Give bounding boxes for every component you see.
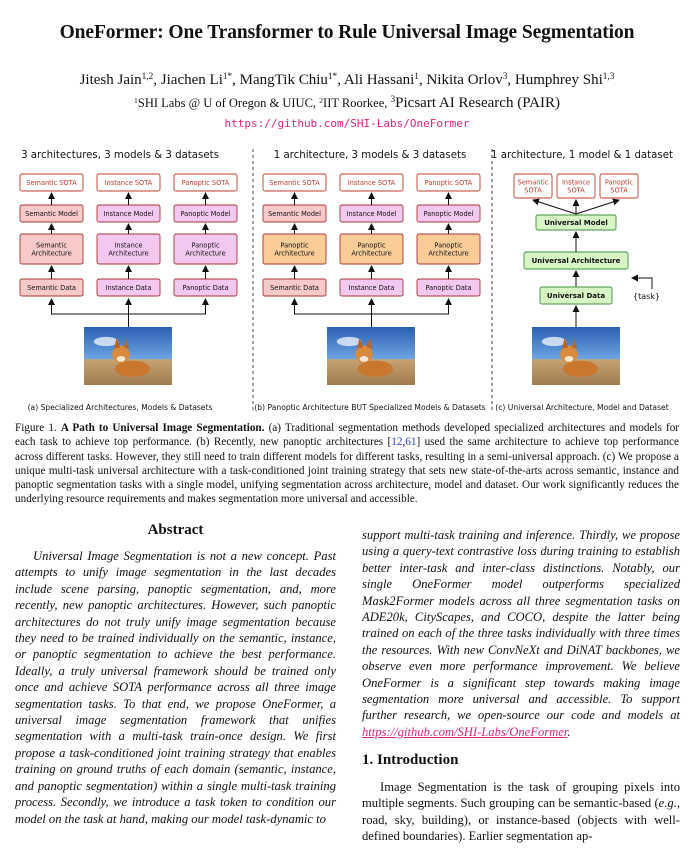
panel-c-task-arrow [632,278,652,289]
panel-b-architecture-label: Architecture [274,249,315,258]
panel-a-sota-label: Panoptic SOTA [181,178,230,187]
panel-a-data-label: Semantic Data [27,283,76,292]
caption-comma: , [402,436,406,449]
panel-a-architecture-label: Panoptic [191,241,220,250]
affil-2: IIT Roorkee, [323,96,391,110]
panel-b-architecture-label: Panoptic [434,241,463,250]
intro-eg: e.g. [658,796,677,811]
citation-12[interactable]: 12 [391,436,403,449]
panel-b-sota-label: Panoptic SOTA [424,178,473,187]
panel-c-task-token: {task} [633,292,661,301]
panel-a-fanout-arrow [52,299,129,327]
panel-b-fanout-arrow [372,299,449,327]
abstract-body: Universal Image Segmentation is not a new concept. Past attempts to unify image segmentation in the last decades include scene parsing, panoptic segmentation, and, more recently, new panoptic architectures. However, such panoptic architectures do not truly unify image segmentation because they need to be trained individually on the semantic, instance, or panoptic segmentation to achieve the best performance. Ideally, a truly universal framework should be trained only once and achieve SOTA performance across all three image segmentation tasks. To that end, we propose OneFormer, a universal image segmentation framework that unifies segmentation with a multi-task train-once design. We first propose a task-conditioned joint training strategy that enables training on ground truths of each domain (semantic, instance, and panoptic segmentation) within a single multi-task training process. Secondly, we introduce a task token to condition our model on the task at hand, making our model task-dynamic to [15,549,336,826]
panel-b-heading: 1 architecture, 3 models & 3 datasets [273,150,467,161]
panel-a-fanout-arrow [129,299,206,327]
panel-b-cloud [337,337,362,346]
author-list: Jitesh Jain$^{1,2}$, Jiachen $Li^{1*}$, MangTik Chiu$^{1*}$, Ali Hassani$^1$, Nikita Orlov$^3$, Humphrey Shi$^{1,3}$ [79,71,615,88]
panel-c-arrow [533,200,576,214]
panel-c-sota-label: Panoptic [604,178,634,187]
introduction-heading: 1. Introduction [362,752,459,769]
author-affiliation-sup: 1* [222,71,233,82]
panel-b-architecture-label: Panoptic [357,241,386,250]
abstract-continued-text: support multi-task training and inference. Thirdly, we propose using a query-text contrastive loss during training to establish better inter-task and inter-class distinctions. Notably, our single OneFormer model outperforms specialized Mask2Former models across all three segmentation tasks on ADE20k, CityScapes, and COCO, despite the latter being trained on each of the three tasks individually with three times the resources. With new ConvNeXt and DiNAT backbones, we observe even more performance improvement. We believe OneFormer is a significant step towards making image segmentation more universal and accessible. To support further research, we open-source our code and models at [362,528,680,723]
introduction-paragraph [362,779,680,845]
panel-c-sota-label: Instance [561,178,591,187]
panel-a-caption: (a) Specialized Architectures, Models & Datasets [27,403,213,412]
panel-b-model-label: Panoptic Model [423,209,474,218]
intro-text-2: , road, sky, building), or instance-based (objects with well-defined boundaries). Earlier segmentation ap- [362,796,680,843]
right-column [362,527,680,844]
author-affiliation-sup: 1,3 [602,71,615,82]
paper-title: OneFormer: One Transformer to Rule Universal Image Segmentation [59,22,635,43]
panel-c-sota-label: SOTA [567,186,585,195]
author-affiliation-sup: 3 [502,71,508,82]
caption-title: A Path to Universal Image Segmentation. [60,422,265,434]
panel-c-sota-label: SOTA [610,186,628,195]
affil-1: SHI Labs @ U of Oregon & UIUC, [137,96,320,110]
affiliations [0,95,694,112]
abstract-heading: Abstract [147,522,204,538]
repo-link[interactable]: https://github.com/SHI-Labs/OneFormer [224,117,470,130]
panel-a-dog-body [115,361,150,377]
affil-3: Picsart AI Research (PAIR) [395,95,560,111]
panel-a-dog-muzzle [117,356,126,362]
citation-61[interactable]: 61 [405,436,417,449]
panel-b-sota-label: Instance SOTA [347,178,396,187]
affil-sup-2: 2 [319,95,324,105]
panel-b-architecture-label: Panoptic [280,241,309,250]
panel-a-data-label: Panoptic Data [182,283,229,292]
author-affiliation-sup: 1 [414,71,419,82]
panel-b-caption: (b) Panoptic Architecture BUT Specialized Models & Datasets [254,403,486,412]
panel-c-dog-muzzle [565,356,574,362]
panel-a-architecture-label: Semantic [36,241,67,250]
panel-c-sota-label: Semantic [517,178,549,187]
panel-b-architecture-label: Architecture [428,249,469,258]
author-name: Ali Hassani [343,72,415,88]
panel-c-model-label: Universal Model [544,218,608,227]
panel-c-caption: (c) Universal Architecture, Model and Dataset [495,403,669,412]
abstract-left-column [15,548,336,827]
panel-a-sota-label: Semantic SOTA [26,178,77,187]
author-name: Humphrey Shi [514,72,603,88]
caption-text-2: ] used the same architecture to achieve top performance across different tasks. However, they still need to train different models for different tasks, resulting in a semi-universal approach. (c) We propose a unique multi-task universal architecture with a task-conditioned joint training strategy that sets new state-of-the-arts across semantic, instance and panoptic segmentation tasks with a single model, unifying segmentation across architecture, model and dataset. Our work significantly reduces the underlying resource requirements and makes segmentation more universal and accessible. [15,436,679,506]
affil-sup-1: 1 [134,95,138,105]
panel-b-model-label: Semantic Model [268,209,321,218]
panel-b-model-label: Instance Model [346,209,397,218]
author-name: Jiachen Li [160,72,223,88]
panel-a-architecture-label: Instance [114,241,143,250]
panel-b-sota-label: Semantic SOTA [269,178,320,187]
abstract-code-link[interactable]: https://github.com/SHI-Labs/OneFormer [362,724,568,739]
author-name: MangTik Chiu [239,72,328,88]
panel-c-arrow [576,200,619,214]
panel-c-dog-body [563,361,598,377]
figure-caption [15,421,679,507]
figure-1-diagram [12,144,682,419]
panel-a-architecture-label: Architecture [185,249,226,258]
intro-text-1: Image Segmentation is the task of grouping pixels into multiple segments. Such grouping can be semantic-based ( [362,779,680,811]
panel-b-architecture-label: Architecture [351,249,392,258]
panel-b-data-label: Instance Data [348,283,395,292]
panel-c-data-label: Universal Data [546,291,606,300]
abstract-end: . [567,724,571,739]
caption-text-1: (a) Traditional segmentation methods developed specialized architectures and models for each task to achieve top performance. (b) Recently, new panoptic architectures [ [15,422,680,449]
panel-c-architecture-label: Universal Architecture [531,256,621,265]
panel-a-model-label: Instance Model [103,209,154,218]
panel-a-data-label: Instance Data [105,283,152,292]
caption-label: Figure 1. [15,422,57,434]
panel-c-heading: 1 architecture, 1 model & 1 dataset [491,150,673,161]
panel-a-architecture-label: Architecture [108,249,149,258]
abstract-continued [362,527,680,740]
author-affiliation-sup: 1* [327,71,338,82]
panel-c-sota-label: SOTA [524,186,542,195]
author-affiliation-sup: 1,2 [141,71,154,82]
panel-a-model-label: Panoptic Model [180,209,231,218]
author-name: Jitesh Jain [79,72,142,88]
panel-a-architecture-label: Architecture [31,249,72,258]
affil-sup-3: 3 [390,94,396,105]
panel-b-dog-muzzle [360,356,369,362]
panel-b-fanout-arrow [295,299,372,327]
panel-b-dog-body [358,361,393,377]
panel-a-heading: 3 architectures, 3 models & 3 datasets [21,150,219,161]
panel-a-model-label: Semantic Model [25,209,78,218]
author-name: Nikita Orlov [426,72,503,88]
panel-b-data-label: Panoptic Data [425,283,472,292]
panel-a-sota-label: Instance SOTA [104,178,153,187]
panel-c-cloud [542,337,567,346]
panel-b-data-label: Semantic Data [270,283,319,292]
panel-a-cloud [94,337,119,346]
